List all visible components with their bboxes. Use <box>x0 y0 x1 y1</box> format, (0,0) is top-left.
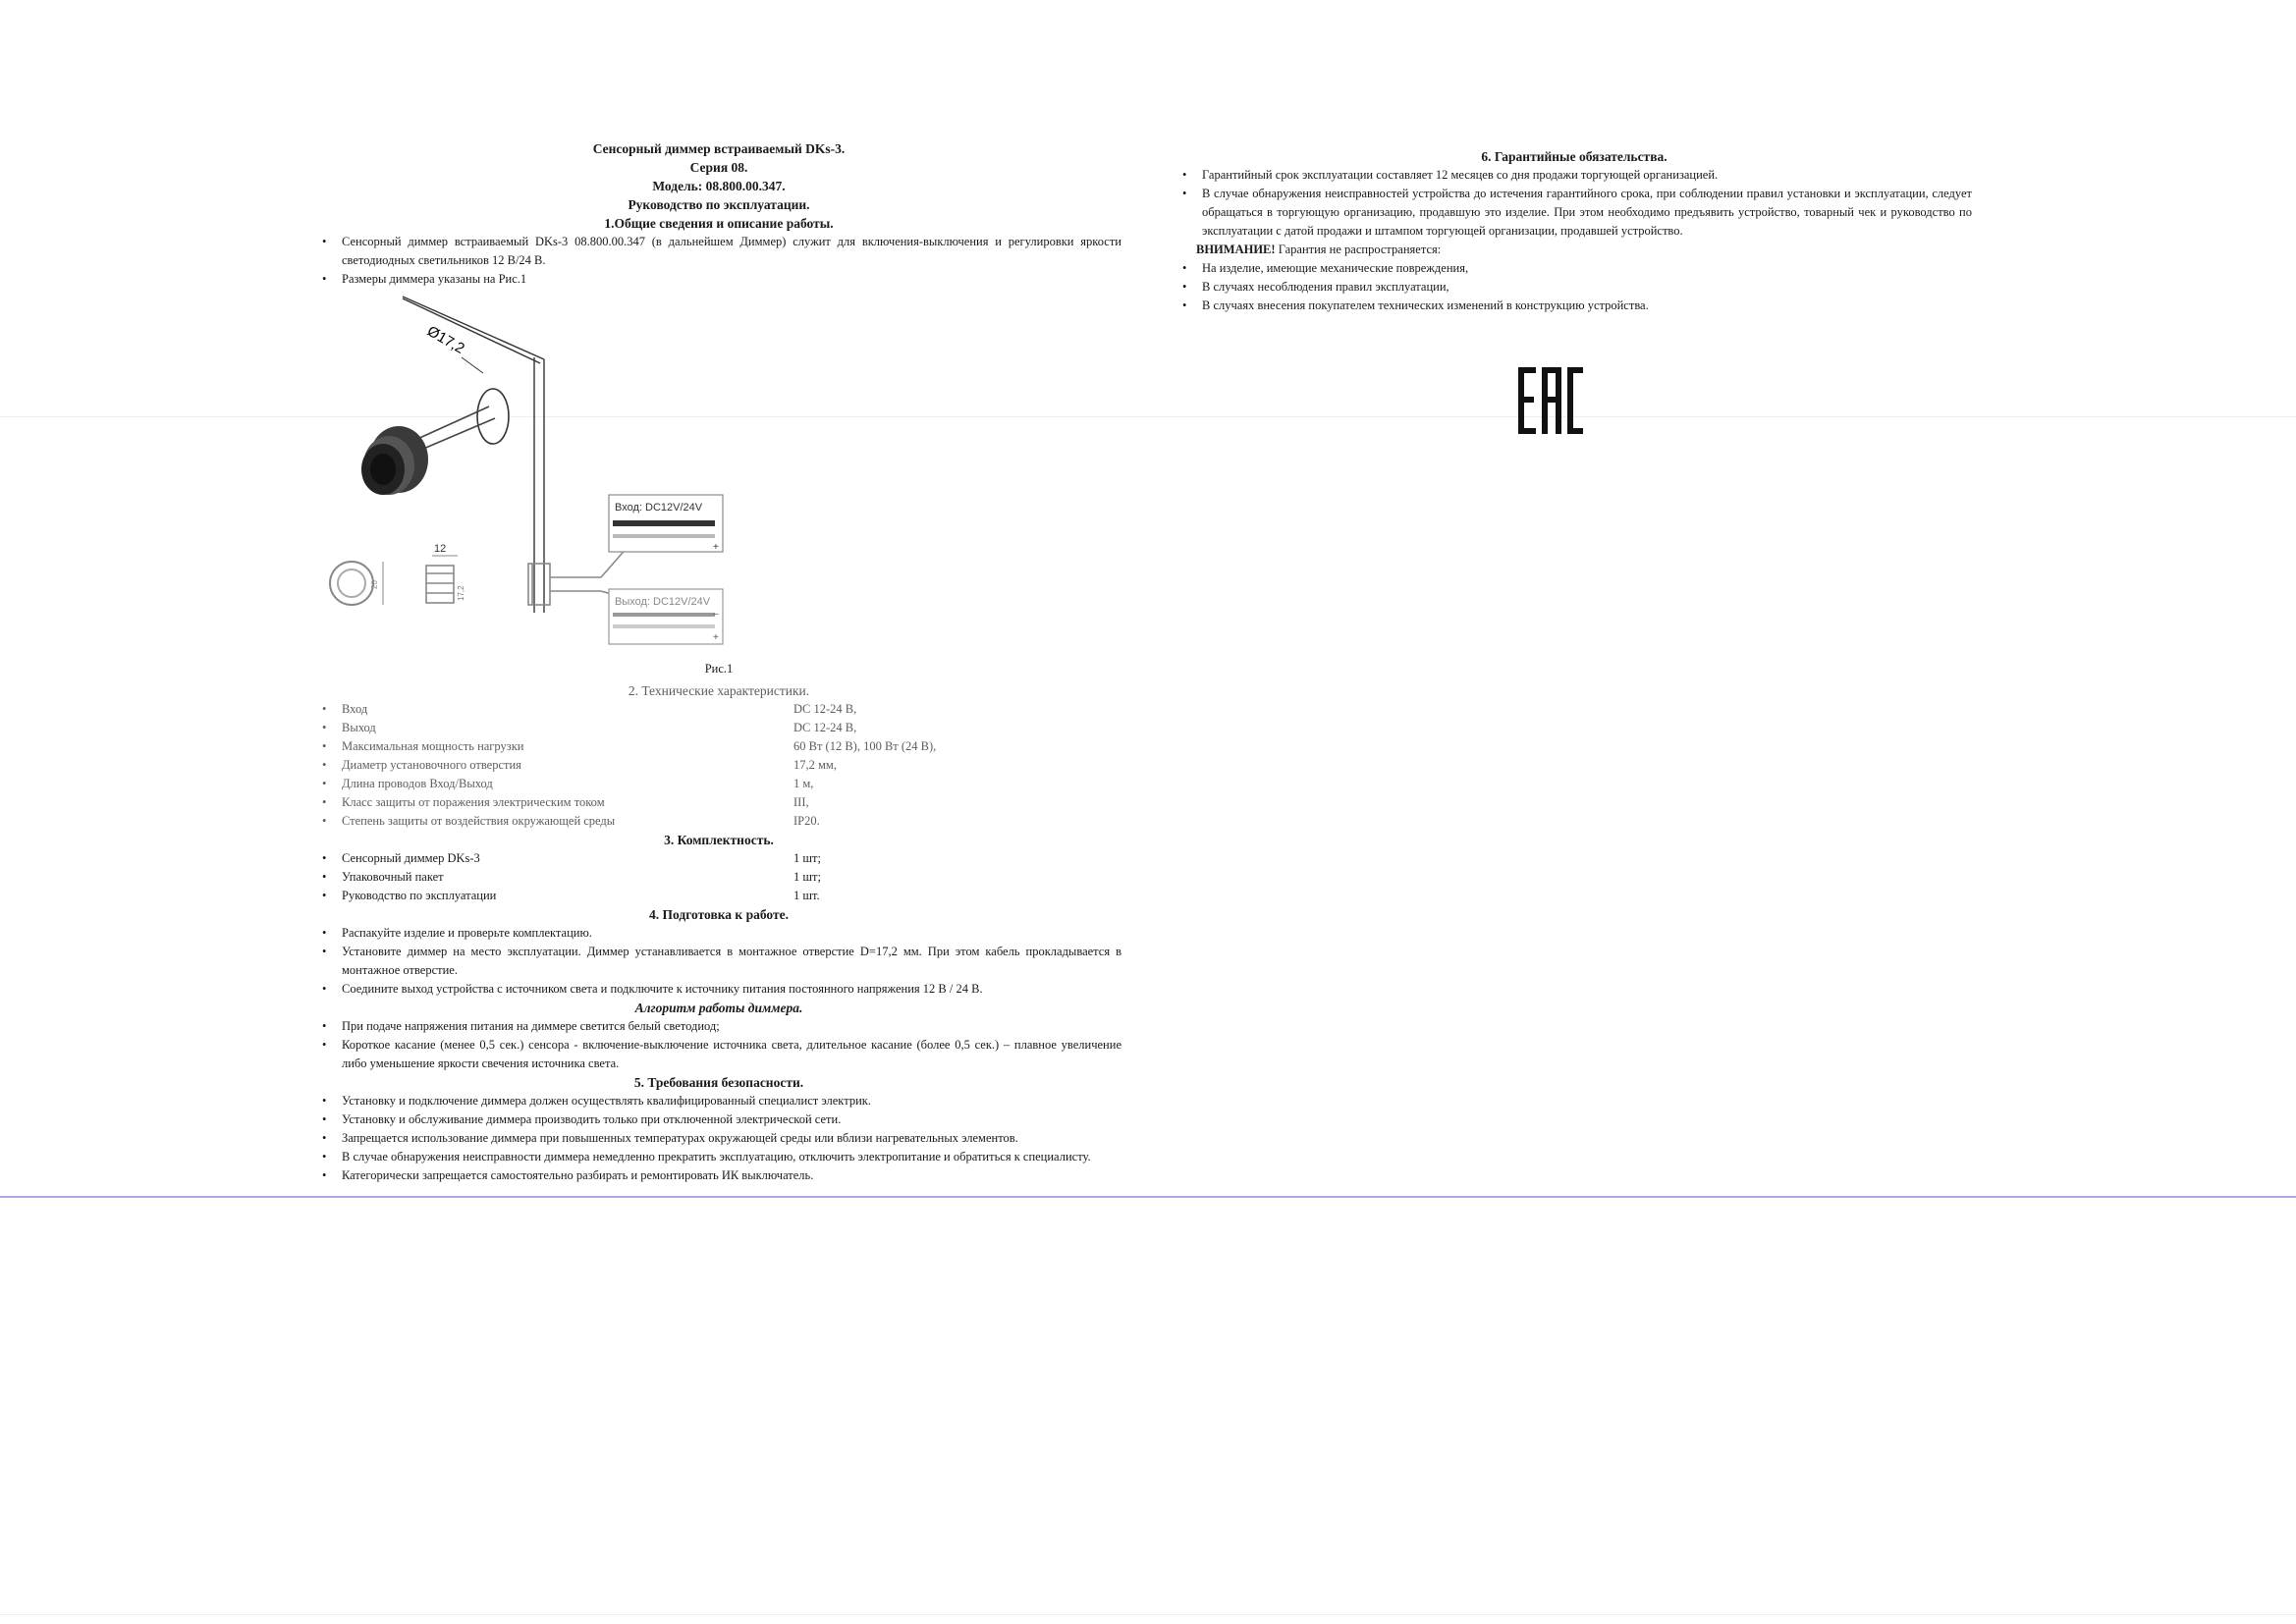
scan-line <box>0 1196 2296 1198</box>
input-plus: + <box>713 542 719 553</box>
doc-model: Модель: 08.800.00.347. <box>652 179 786 193</box>
package-row: • Сенсорный диммер DKs-3 1 шт; <box>316 849 1121 868</box>
spec-row: • Максимальная мощность нагрузки 60 Вт (12 В), 100 Вт (24 В), <box>316 737 1121 756</box>
list-item: • Гарантийный срок эксплуатации составляет 12 месяцев со дня продажи торгующей организацией. <box>1176 166 1972 185</box>
list-item: • При подаче напряжения питания на диммере светится белый светодиод; <box>316 1017 1121 1036</box>
section-5-title: 5. Требования безопасности. <box>633 1075 804 1090</box>
list-item: • Установите диммер на место эксплуатации. Диммер устанавливается в монтажное отверстие D=17,2 мм. При этом кабель прокладывается в монтажное отверстие. <box>316 943 1121 980</box>
spec-row: • Длина проводов Вход/Выход 1 м, <box>316 775 1121 793</box>
scan-line <box>0 1614 2296 1615</box>
list-item: • Размеры диммера указаны на Рис.1 <box>316 270 1121 289</box>
list-item: • Запрещается использование диммера при повышенных температурах окружающей среды или вблизи нагревательных элементов. <box>316 1129 1121 1148</box>
front-view <box>330 562 383 605</box>
spec-row: • Класс защиты от поражения электрическим током III, <box>316 793 1121 812</box>
attention-line <box>1176 241 1972 259</box>
svg-text:20: 20 <box>370 580 379 589</box>
spec-row: • Выход DC 12-24 В, <box>316 719 1121 737</box>
package-row: • Руководство по эксплуатации 1 шт. <box>316 887 1121 905</box>
mount-hole <box>477 389 509 444</box>
list-item: • В случаях внесения покупателем технических изменений в конструкцию устройства. <box>1176 297 1972 315</box>
list-item: • Короткое касание (менее 0,5 сек.) сенсора - включение-выключение источника света, длительное касание (более 0,5 сек.) – плавное увеличение либо уменьшение яркости свечения источника света. <box>316 1036 1121 1073</box>
list-item: • Категорически запрещается самостоятельно разбирать и ремонтировать ИК выключатель. <box>316 1166 1121 1185</box>
spec-row: • Вход DC 12-24 В, <box>316 700 1121 719</box>
section-5-list <box>316 1092 1121 1185</box>
spec-list <box>316 700 1121 831</box>
package-list <box>316 849 1121 905</box>
section-3-title: 3. Комплектность. <box>664 833 774 847</box>
diameter-arrow <box>462 357 483 373</box>
attention-label: ВНИМАНИЕ! <box>1196 243 1276 256</box>
side-view <box>426 556 458 603</box>
section-1-list <box>316 233 1121 289</box>
dim-12-label: 12 <box>434 543 447 555</box>
list-item: • Сенсорный диммер встраиваемый DKs-3 08.800.00.347 (в дальнейшем Диммер) служит для включения-выключения и регулировки яркости светодиодных светильников 12 В/24 В. <box>316 233 1121 270</box>
dim-17-label: 17,2 <box>457 585 465 601</box>
list-item: • В случаях несоблюдения правил эксплуатации, <box>1176 278 1972 297</box>
list-item: • Установку и обслуживание диммера производить только при отключенной электрической сети. <box>316 1110 1121 1129</box>
right-column <box>1176 147 1972 315</box>
attention-text: Гарантия не распространяется: <box>1275 243 1442 256</box>
doc-title: Сенсорный диммер встраиваемый DKs-3. <box>592 141 846 156</box>
doc-manual-title: Руководство по эксплуатации. <box>628 197 810 212</box>
list-item: • В случае обнаружения неисправностей устройства до истечения гарантийного срока, при соблюдении правил установки и эксплуатации, следует обращаться в торгующую организацию, продавшую это изделие. При этом необходимо предъявить устройство, товарный чек и руководство по эксплуатации с датой продажи и штампом торгующей организации, продавшей устройство. <box>1176 185 1972 241</box>
list-item: • Соедините выход устройства с источником света и подключите к источнику питания постоянного напряжения 12 В / 24 В. <box>316 980 1121 999</box>
list-item: • На изделие, имеющие механические повреждения, <box>1176 259 1972 278</box>
figure-1 <box>316 289 1121 676</box>
doc-series: Серия 08. <box>689 160 748 175</box>
section-6-title: 6. Гарантийные обязательства. <box>1481 149 1667 164</box>
algorithm-title: Алгоритм работы диммера. <box>634 1001 803 1015</box>
section-4-list <box>316 924 1121 999</box>
spec-row: • Степень защиты от воздействия окружающей среды IP20. <box>316 812 1121 831</box>
list-item: • Установку и подключение диммера должен осуществлять квалифицированный специалист электрик. <box>316 1092 1121 1110</box>
left-column <box>316 139 1121 1185</box>
spec-row: • Диаметр установочного отверстия 17,2 мм, <box>316 756 1121 775</box>
eac-mark-icon <box>1516 365 1585 436</box>
exclusions-list <box>1176 259 1972 315</box>
output-label: Выход: DC12V/24V <box>615 596 711 608</box>
list-item: • Распакуйте изделие и проверьте комплектацию. <box>316 924 1121 943</box>
section-1-title: 1.Общие сведения и описание работы. <box>604 216 834 231</box>
section-4-title: 4. Подготовка к работе. <box>649 907 789 922</box>
section-6-list <box>1176 166 1972 241</box>
input-label: Вход: DC12V/24V <box>615 502 703 514</box>
output-minus: – <box>713 609 719 620</box>
list-item: • В случае обнаружения неисправности диммера немедленно прекратить эксплуатацию, отключить электропитание и обратиться к специалисту. <box>316 1148 1121 1166</box>
section-2-title: 2. Технические характеристики. <box>628 683 810 698</box>
output-plus: + <box>713 632 719 643</box>
dimmer-body <box>361 426 428 495</box>
algorithm-list <box>316 1017 1121 1073</box>
package-row: • Упаковочный пакет 1 шт; <box>316 868 1121 887</box>
diameter-label: Ø17,2 <box>424 322 467 357</box>
figure-caption: Рис.1 <box>704 662 734 676</box>
dimmer-drawing <box>316 289 1121 672</box>
